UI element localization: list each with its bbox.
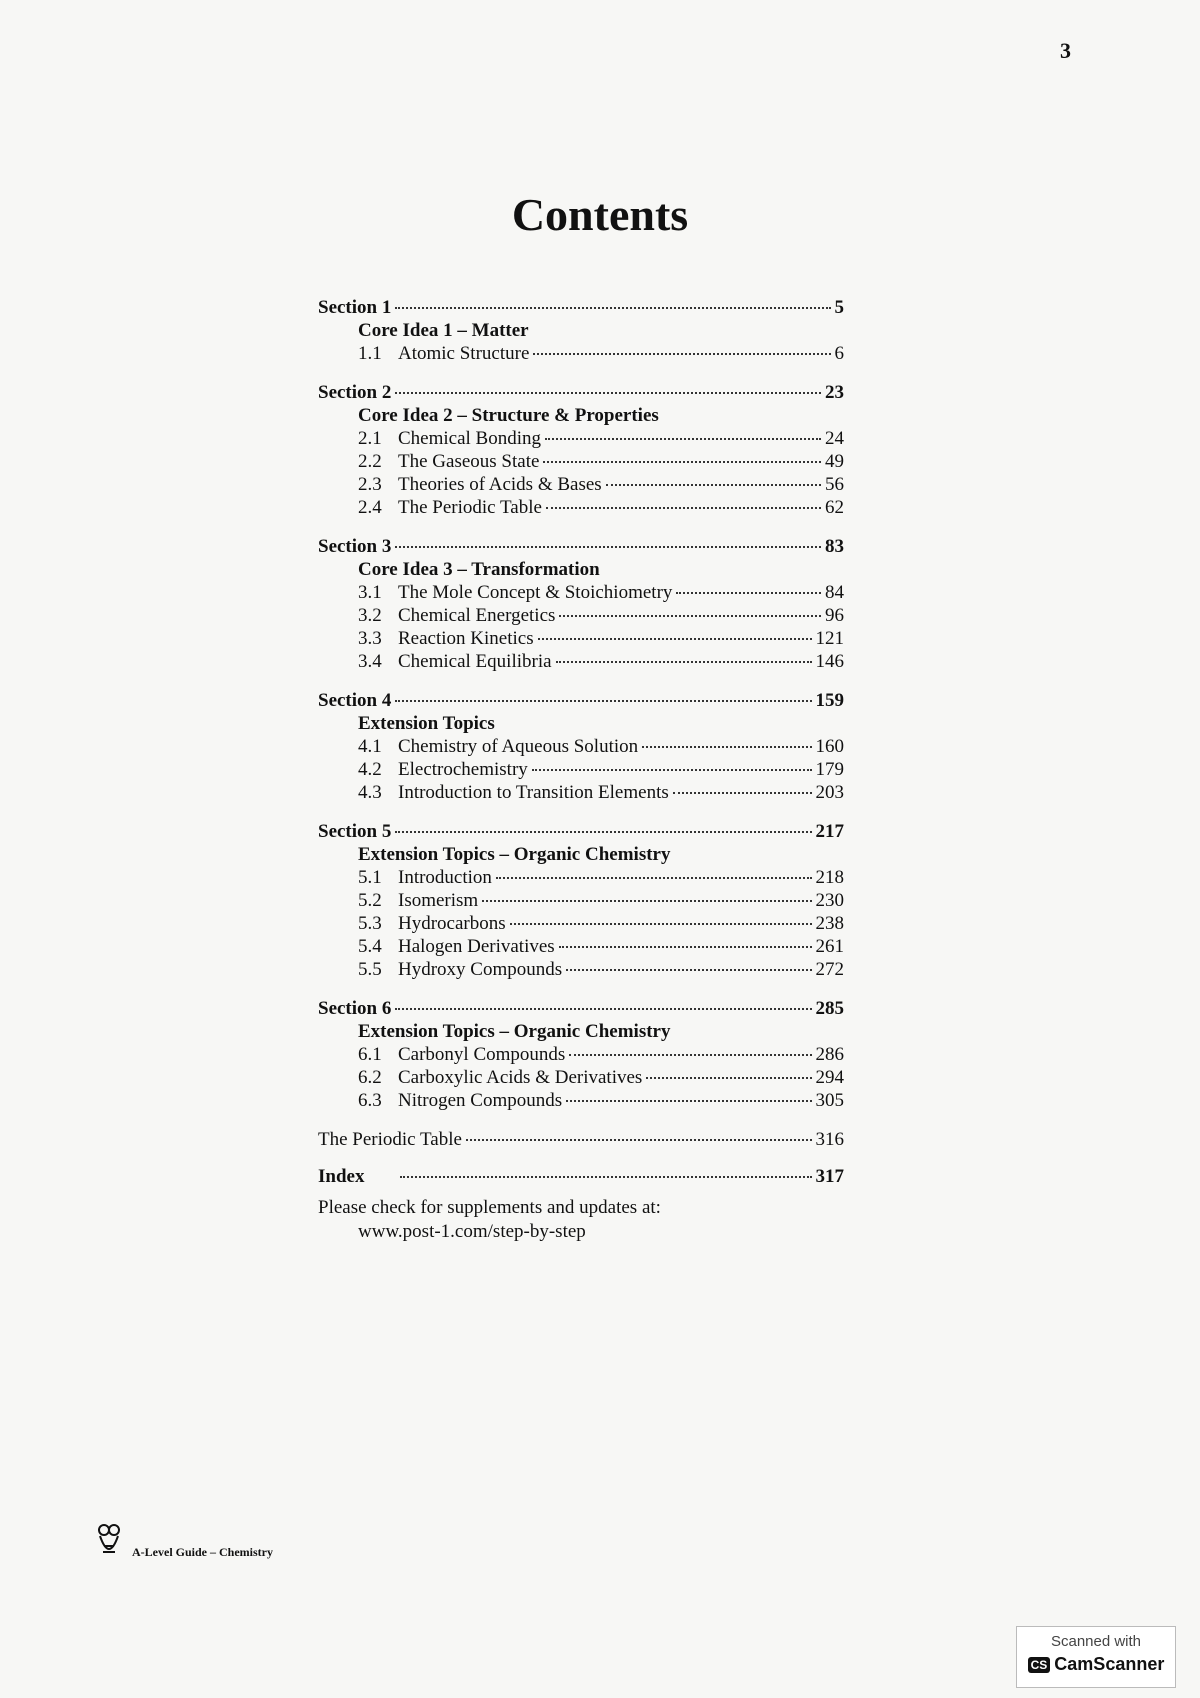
toc-entry-label: Hydroxy Compounds: [398, 959, 563, 980]
toc-leader-dots: [545, 438, 821, 440]
toc-entry-label: Halogen Derivatives: [398, 936, 555, 957]
toc-entry-label: Index: [318, 1166, 365, 1187]
toc-leader-dots: [395, 831, 811, 833]
toc-entry-number: 5.4: [358, 936, 382, 957]
toc-page-number: 218: [815, 867, 844, 888]
toc-entry-number: 2.2: [358, 451, 382, 472]
toc-entry-label: Theories of Acids & Bases: [398, 474, 602, 495]
toc-page-number: 84: [825, 582, 844, 603]
toc-periodic-table-row[interactable]: [318, 1128, 844, 1151]
toc-entry-label: Atomic Structure: [398, 343, 530, 364]
supplements-url[interactable]: www.post-1.com/step-by-step: [358, 1221, 586, 1242]
toc-section-row[interactable]: [318, 689, 844, 712]
toc-entry-number: 3.3: [358, 628, 382, 649]
toc-leader-dots: [510, 923, 812, 925]
toc-page-number: 230: [815, 890, 844, 911]
toc-entry-row[interactable]: [318, 866, 844, 889]
toc-page-number: 217: [815, 821, 844, 842]
toc-entry-number: 4.1: [358, 736, 382, 757]
owl-logo-icon: [96, 1522, 122, 1562]
toc-section-label: Section 5: [318, 821, 392, 842]
toc-index-row[interactable]: [318, 1165, 844, 1188]
toc-leader-dots: [496, 877, 812, 879]
watermark-top-text: Scanned with: [1050, 1633, 1142, 1650]
toc-page-number: 179: [815, 759, 844, 780]
toc-entry-number: 3.1: [358, 582, 382, 603]
toc-section-heading: Core Idea 3 – Transformation: [358, 559, 600, 580]
toc-leader-dots: [395, 392, 821, 394]
toc-entry-row[interactable]: [318, 1089, 844, 1112]
toc-entry-number: 4.2: [358, 759, 382, 780]
camscanner-logo-icon: CS: [1028, 1657, 1051, 1673]
toc-page-number: 285: [815, 998, 844, 1019]
supplements-note-text: Please check for supplements and updates at:: [318, 1197, 661, 1218]
toc-page-number: 23: [825, 382, 844, 403]
toc-entry-label: Electrochemistry: [398, 759, 528, 780]
toc-entry-row[interactable]: [318, 1066, 844, 1089]
toc-page-number: 238: [815, 913, 844, 934]
toc-entry-number: 2.4: [358, 497, 382, 518]
toc-entry-label: Introduction to Transition Elements: [398, 782, 669, 803]
toc-page-number: 160: [815, 736, 844, 757]
toc-entry-number: 1.1: [358, 343, 382, 364]
toc-entry-label: The Gaseous State: [398, 451, 540, 472]
toc-entry-number: 5.3: [358, 913, 382, 934]
toc-entry-row[interactable]: [318, 650, 844, 673]
toc-page-number: 6: [834, 343, 844, 364]
toc-entry-number: 5.5: [358, 959, 382, 980]
toc-page-number: 121: [815, 628, 844, 649]
toc-leader-dots: [395, 307, 830, 309]
watermark-name: CamScanner: [1054, 1654, 1165, 1674]
toc-entry-row[interactable]: [318, 735, 844, 758]
toc-leader-dots: [395, 700, 811, 702]
toc-entry-number: 3.4: [358, 651, 382, 672]
toc-entry-row[interactable]: [318, 473, 844, 496]
toc-entry-row[interactable]: [318, 1043, 844, 1066]
toc-section-label: Section 1: [318, 297, 392, 318]
toc-leader-dots: [559, 946, 812, 948]
toc-section-row[interactable]: [318, 535, 844, 558]
toc-leader-dots: [400, 1176, 812, 1178]
toc-entry-label: Chemical Bonding: [398, 428, 542, 449]
toc-leader-dots: [676, 592, 821, 594]
toc-leader-dots: [606, 484, 821, 486]
toc-page-number: 286: [815, 1044, 844, 1065]
toc-page-number: 305: [815, 1090, 844, 1111]
toc-entry-row[interactable]: [318, 889, 844, 912]
toc-entry-label: Carbonyl Compounds: [398, 1044, 566, 1065]
toc-entry-label: Hydrocarbons: [398, 913, 506, 934]
toc-page-number: 56: [825, 474, 844, 495]
toc-entry-label: The Periodic Table: [318, 1129, 462, 1150]
toc-entry-row[interactable]: [318, 781, 844, 804]
toc-page-number: 159: [815, 690, 844, 711]
toc-entry-number: 4.3: [358, 782, 382, 803]
toc-entry-number: 5.2: [358, 890, 382, 911]
toc-leader-dots: [569, 1054, 811, 1056]
page-footer: [96, 1522, 273, 1562]
toc-entry-label: Carboxylic Acids & Derivatives: [398, 1067, 643, 1088]
toc-leader-dots: [673, 792, 812, 794]
toc-leader-dots: [546, 507, 821, 509]
toc-entry-label: Chemical Equilibria: [398, 651, 552, 672]
watermark-brand: [1023, 1654, 1169, 1675]
toc-page-number: 62: [825, 497, 844, 518]
toc-leader-dots: [532, 769, 812, 771]
toc-section-heading: Extension Topics – Organic Chemistry: [358, 1021, 671, 1042]
toc-leader-dots: [646, 1077, 811, 1079]
toc-entry-row[interactable]: [318, 496, 844, 519]
toc-section-heading: Core Idea 2 – Structure & Properties: [358, 405, 659, 426]
toc-entry-row[interactable]: [318, 627, 844, 650]
toc-section-label: Section 6: [318, 998, 392, 1019]
toc-page-number: 317: [815, 1166, 844, 1187]
toc-section-row[interactable]: [318, 820, 844, 843]
toc-page-number: 49: [825, 451, 844, 472]
toc-section-row[interactable]: [318, 381, 844, 404]
toc-entry-row[interactable]: [318, 958, 844, 981]
toc-entry-row[interactable]: [318, 758, 844, 781]
toc-entry-number: 2.1: [358, 428, 382, 449]
toc-entry-label: Chemical Energetics: [398, 605, 556, 626]
toc-leader-dots: [556, 661, 812, 663]
toc-leader-dots: [533, 353, 830, 355]
toc-entry-row[interactable]: [318, 912, 844, 935]
toc-entry-label: Introduction: [398, 867, 492, 888]
toc-section-heading: Core Idea 1 – Matter: [358, 320, 529, 341]
camscanner-watermark: [1016, 1626, 1176, 1688]
toc-entry-number: 6.2: [358, 1067, 382, 1088]
toc-page-number: 203: [815, 782, 844, 803]
toc-entry-number: 3.2: [358, 605, 382, 626]
page-number: 3: [1060, 38, 1071, 63]
toc-entry-number: 6.1: [358, 1044, 382, 1065]
toc-page-number: 261: [815, 936, 844, 957]
toc-page-number: 316: [815, 1129, 844, 1150]
toc-leader-dots: [566, 1100, 811, 1102]
toc-leader-dots: [395, 1008, 811, 1010]
toc-entry-row[interactable]: [318, 935, 844, 958]
toc-section-row[interactable]: [318, 997, 844, 1020]
footer-text: A-Level Guide – Chemistry: [132, 1545, 273, 1559]
toc-entry-number: 2.3: [358, 474, 382, 495]
toc-entry-label: Reaction Kinetics: [398, 628, 534, 649]
toc-entry-number: 5.1: [358, 867, 382, 888]
toc-leader-dots: [566, 969, 811, 971]
toc-section-label: Section 3: [318, 536, 392, 557]
toc-page-number: 5: [834, 297, 844, 318]
toc-leader-dots: [466, 1139, 812, 1141]
toc-entry-row[interactable]: [318, 342, 844, 365]
toc-entry-row[interactable]: [318, 581, 844, 604]
table-of-contents: [318, 296, 844, 1188]
toc-entry-number: 6.3: [358, 1090, 382, 1111]
toc-page-number: 272: [815, 959, 844, 980]
toc-leader-dots: [395, 546, 821, 548]
toc-section-label: Section 4: [318, 690, 392, 711]
toc-page-number: 146: [815, 651, 844, 672]
toc-section-heading: Extension Topics – Organic Chemistry: [358, 844, 671, 865]
toc-page-number: 294: [815, 1067, 844, 1088]
toc-section-row[interactable]: [318, 296, 844, 319]
toc-entry-label: Nitrogen Compounds: [398, 1090, 563, 1111]
toc-leader-dots: [538, 638, 812, 640]
toc-section-heading: Extension Topics: [358, 713, 495, 734]
toc-page-number: 96: [825, 605, 844, 626]
toc-entry-label: Isomerism: [398, 890, 479, 911]
toc-entry-label: Chemistry of Aqueous Solution: [398, 736, 639, 757]
supplements-note: [318, 1196, 661, 1244]
page-title: Contents: [511, 189, 689, 240]
toc-entry-row[interactable]: [318, 427, 844, 450]
toc-page-number: 83: [825, 536, 844, 557]
toc-entry-row[interactable]: [318, 450, 844, 473]
toc-entry-row[interactable]: [318, 604, 844, 627]
toc-section-label: Section 2: [318, 382, 392, 403]
toc-leader-dots: [543, 461, 821, 463]
toc-entry-label: The Periodic Table: [398, 497, 542, 518]
toc-entry-label: The Mole Concept & Stoichiometry: [398, 582, 673, 603]
toc-leader-dots: [559, 615, 821, 617]
toc-page-number: 24: [825, 428, 844, 449]
toc-leader-dots: [642, 746, 811, 748]
toc-leader-dots: [482, 900, 811, 902]
